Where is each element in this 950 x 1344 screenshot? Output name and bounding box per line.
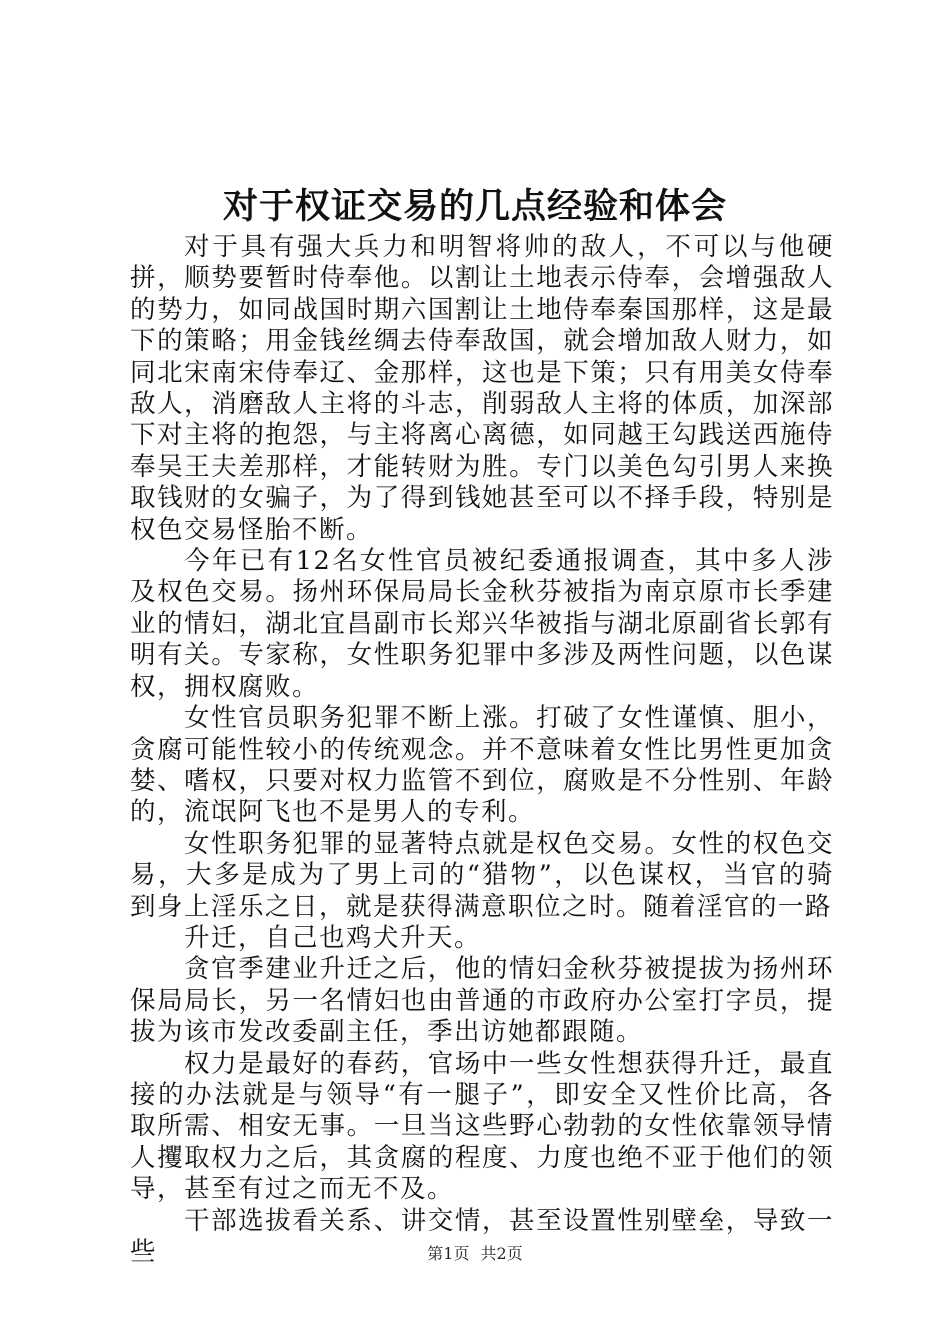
paragraph-1: 对于具有强大兵力和明智将帅的敌人，不可以与他硬拼，顺势要暂时侍奉他。以割让土地表示侍奉，会增强敌人的势力，如同战国时期六国割让土地侍奉秦国那样，这是最下的策略；用金钱丝绸去侍奉敌国，就会增加敌人财力，如同北宋南宋侍奉辽、金那样，这也是下策；只有用美女侍奉敌人，消磨敌人主将的斗志，削弱敌人主将的体质，加深部下对主将的抱怨，与主将离心离德，如同越王勾践送西施侍奉吴王夫差那样，才能转财为胜。专门以美色勾引男人来换取钱财的女骗子，为了得到钱她甚至可以不择手段，特别是权色交易怪胎不断。: [130, 232, 834, 545]
paragraph-7: 权力是最好的春药，官场中一些女性想获得升迁，最直接的办法就是与领导“有一腿子”，即安全又性价比高，各取所需、相安无事。一旦当这些野心勃勃的女性依靠领导情人攫取权力之后，其贪腐的程度、力度也绝不亚于他们的领导，甚至有过之而无不及。: [130, 1048, 834, 1205]
page-number: 第1页: [427, 1244, 470, 1263]
page-footer: [0, 1243, 950, 1265]
page-total: 共2页: [480, 1244, 523, 1263]
document-title: 对于权证交易的几点经验和体会: [222, 187, 727, 227]
paragraph-2: 今年已有12名女性官员被纪委通报调查，其中多人涉及权色交易。扬州环保局局长金秋芬被指为南京原市长季建业的情妇，湖北宜昌副市长郑兴华被指与湖北原副省长郭有明有关。专家称，女性职务犯罪中多涉及两性问题，以色谋权，拥权腐败。: [130, 546, 834, 702]
paragraph-8: 干部选拔看关系、讲交情，甚至设置性别壁垒，导致一些: [130, 1205, 834, 1267]
paragraph-5: 升迁，自己也鸡犬升天。: [184, 922, 482, 953]
document-body: [130, 232, 834, 1268]
paragraph-4: 女性职务犯罪的显著特点就是权色交易。女性的权色交易，大多是成为了男上司的“猎物”，以色谋权，当官的骑到身上淫乐之日，就是获得满意职位之时。随着淫官的一路: [130, 828, 834, 922]
paragraph-3: 女性官员职务犯罪不断上涨。打破了女性谨慎、胆小，贪腐可能性较小的传统观念。并不意味着女性比男性更加贪婪、嗜权，只要对权力监管不到位，腐败是不分性别、年龄的，流氓阿飞也不是男人的专利。: [130, 703, 834, 828]
paragraph-6: 贪官季建业升迁之后，他的情妇金秋芬被提拔为扬州环保局局长，另一名情妇也由普通的市政府办公室打字员，提拔为该市发改委副主任，季出访她都跟随。: [130, 954, 834, 1048]
